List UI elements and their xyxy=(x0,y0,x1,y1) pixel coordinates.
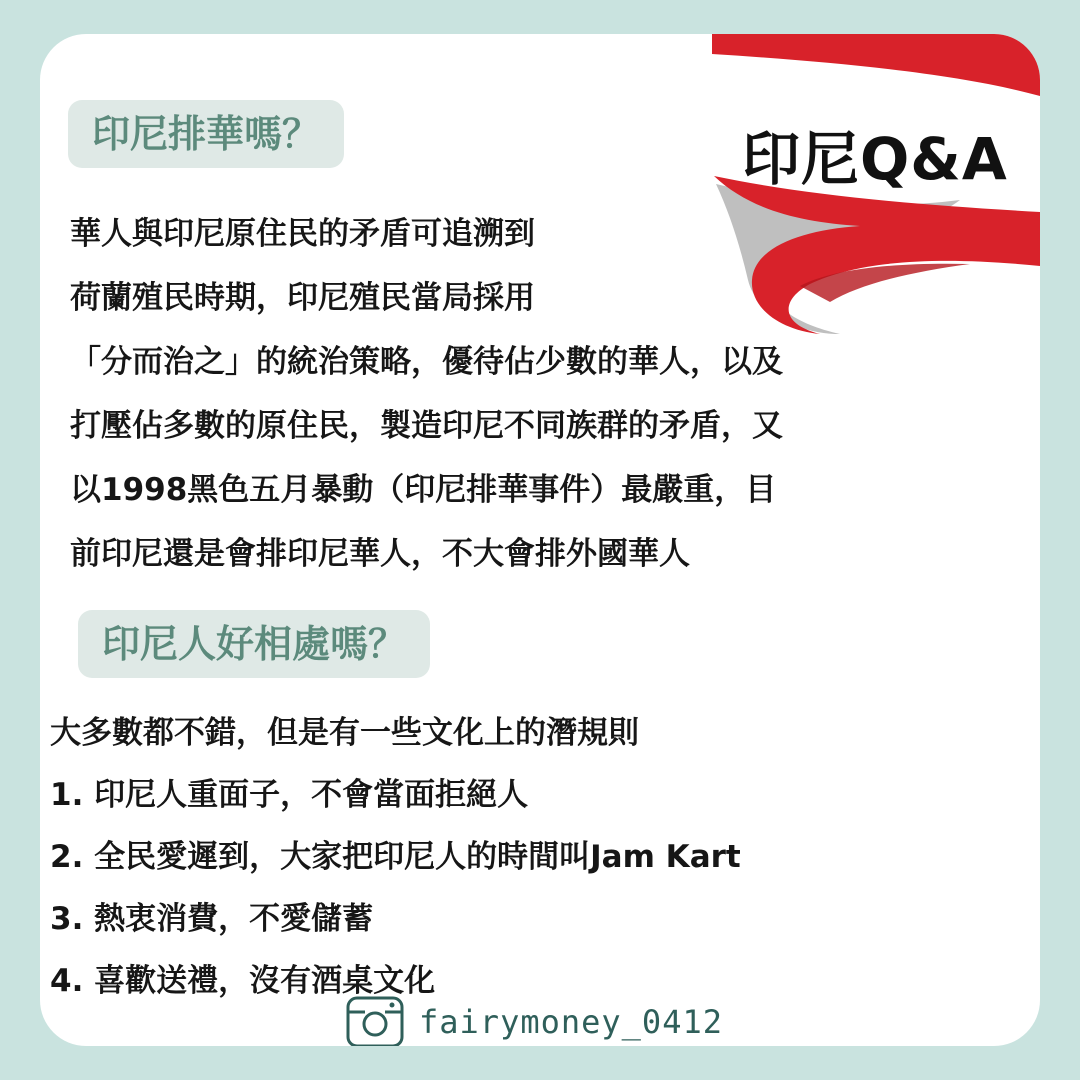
answer-intro: 大多數都不錯，但是有一些文化上的潛規則 xyxy=(50,715,639,751)
page-title: 印尼Q&A xyxy=(742,125,1008,193)
question-heading-1: 印尼排華嗎？ xyxy=(68,100,344,168)
list-item: 2. 全民愛遲到，大家把印尼人的時間叫Jam Kart xyxy=(50,839,741,875)
list-item: 3. 熱衷消費，不愛儲蓄 xyxy=(50,901,374,937)
question-heading-2: 印尼人好相處嗎？ xyxy=(78,610,430,678)
answer-line: 「分而治之」的統治策略，優待佔少數的華人，以及 xyxy=(70,344,783,380)
answer-paragraph-1 xyxy=(70,202,1030,586)
answer-line: 前印尼還是會排印尼華人，不大會排外國華人 xyxy=(70,536,690,572)
answer-list-2 xyxy=(50,702,1010,1012)
list-item: 1. 印尼人重面子，不會當面拒絕人 xyxy=(50,777,529,813)
answer-line: 荷蘭殖民時期，印尼殖民當局採用 xyxy=(70,280,535,316)
post-card xyxy=(40,34,1040,1046)
instagram-handle: fairymoney_0412 xyxy=(419,1003,723,1041)
answer-line: 以1998黑色五月暴動（印尼排華事件）最嚴重，目 xyxy=(70,472,777,508)
answer-line: 打壓佔多數的原住民，製造印尼不同族群的矛盾，又 xyxy=(70,408,783,444)
list-item: 4. 喜歡送禮，沒有酒桌文化 xyxy=(50,963,436,999)
answer-line: 華人與印尼原住民的矛盾可追溯到 xyxy=(70,216,535,252)
instagram-icon xyxy=(345,992,405,1046)
instagram-handle-link[interactable] xyxy=(345,992,723,1046)
